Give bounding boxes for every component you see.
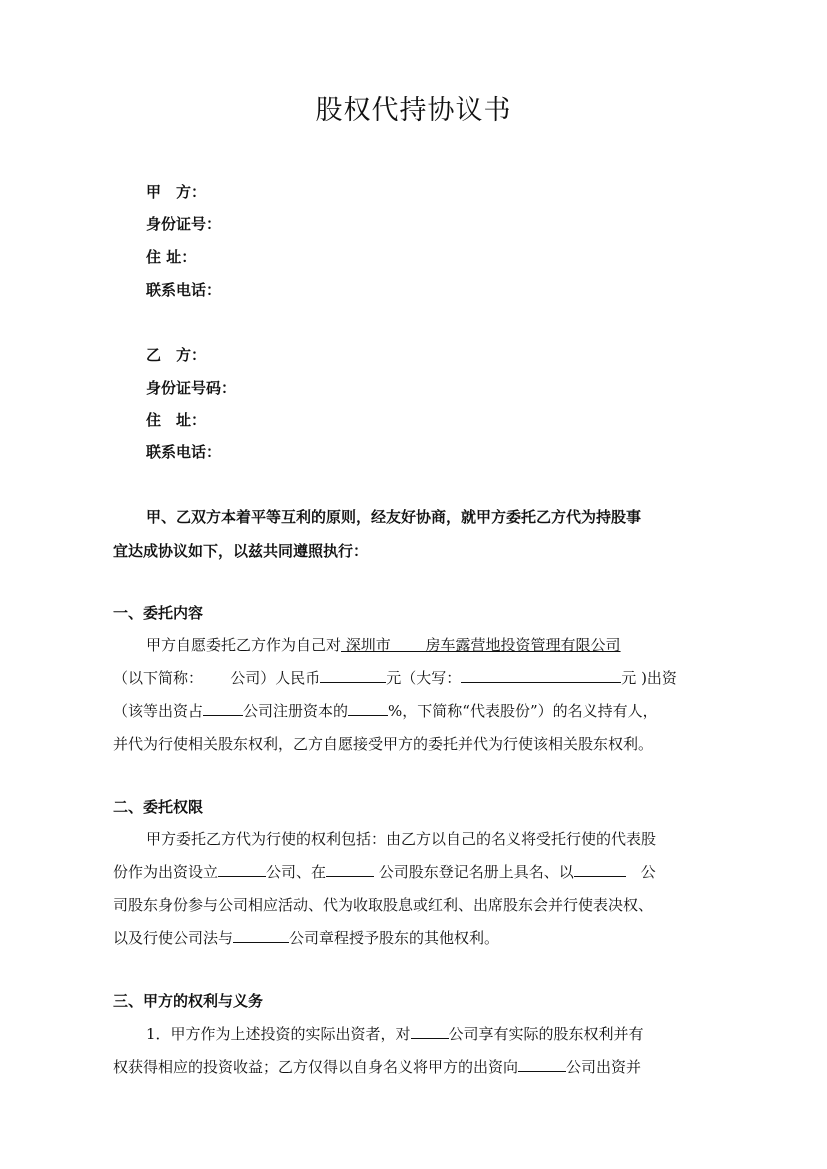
rmb-amount-blank bbox=[320, 668, 386, 683]
section-2-line-4 bbox=[113, 927, 499, 948]
shareholder-company-blank bbox=[574, 862, 626, 877]
section-2-l4-a: 以及行使公司法与 bbox=[113, 929, 234, 947]
document-title: 股权代持协议书 bbox=[315, 95, 512, 126]
register-company-blank bbox=[326, 862, 374, 877]
section-1-line-2 bbox=[113, 667, 677, 688]
section-2-line-2 bbox=[113, 861, 656, 882]
section-1-line-4: 并代为行使相关股东权利，乙方自愿接受甲方的委托并代为行使该相关股东权利。 bbox=[113, 735, 654, 753]
established-company-blank bbox=[218, 862, 266, 877]
section-2-l2-b: 公司、在 bbox=[266, 863, 327, 881]
party-a-phone-label: 联系电话： bbox=[146, 281, 222, 299]
preamble-line-2: 宜达成协议如下，以兹共同遵照执行： bbox=[113, 542, 369, 560]
party-a-address-label: 住 址： bbox=[146, 248, 197, 266]
section-1-company-name: 深圳市 房车露营地投资管理有限公司 bbox=[341, 636, 621, 654]
percentage-blank bbox=[348, 701, 388, 716]
section-3-l2-b: 公司出资并 bbox=[566, 1058, 642, 1076]
section-1-l1-prefix: 甲方自愿委托乙方作为自己对 bbox=[146, 636, 342, 654]
section-1-heading: 一、委托内容 bbox=[113, 604, 204, 622]
preamble-line-1: 甲、乙双方本着平等互利的原则，经友好协商，就甲方委托乙方代为持股事 bbox=[146, 508, 642, 526]
section-3-l1-a: 1．甲方作为上述投资的实际出资者，对 bbox=[146, 1025, 411, 1043]
capital-amount-blank bbox=[461, 668, 621, 683]
section-2-l2-c: 公司股东登记名册上具名、以 bbox=[374, 863, 574, 881]
section-3-heading: 三、甲方的权利与义务 bbox=[113, 992, 264, 1010]
section-2-l4-b: 公司章程授予股东的其他权利。 bbox=[289, 929, 500, 947]
company-name-blank bbox=[203, 701, 243, 716]
section-3-line-1 bbox=[146, 1023, 644, 1044]
section-1-line-3 bbox=[113, 700, 658, 721]
party-b-id-label: 身份证号码： bbox=[146, 379, 237, 397]
party-b-name-label: 乙 方： bbox=[146, 346, 207, 364]
section-1-l2-a: （以下简称： 公司）人民币 bbox=[113, 669, 321, 687]
section-2-line-1: 甲方委托乙方代为行使的权利包括：由乙方以自己的名义将受托行使的代表股 bbox=[146, 830, 657, 848]
section-1-l3-b: 公司注册资本的 bbox=[243, 702, 349, 720]
charter-company-blank bbox=[233, 928, 289, 943]
party-a-id-label: 身份证号： bbox=[146, 215, 222, 233]
invested-company-blank bbox=[411, 1024, 449, 1039]
section-1-l3-a: （该等出资占 bbox=[113, 702, 204, 720]
party-b-phone-label: 联系电话： bbox=[146, 443, 222, 461]
section-1-l2-b: 元（大写： bbox=[386, 669, 462, 687]
section-2-l2-d: 公 bbox=[635, 863, 656, 881]
contribution-company-blank bbox=[518, 1057, 566, 1072]
party-a-name-label: 甲 方： bbox=[146, 183, 207, 201]
section-2-l2-a: 份作为出资设立 bbox=[113, 863, 219, 881]
section-3-l2-a: 权获得相应的投资收益；乙方仅得以自身名义将甲方的出资向 bbox=[113, 1058, 519, 1076]
section-1-l3-c: %，下简称“代表股份”）的名义持有人， bbox=[388, 702, 658, 720]
section-1-l2-c: 元 )出资 bbox=[621, 669, 677, 687]
section-2-heading: 二、委托权限 bbox=[113, 798, 204, 816]
section-1-line-1 bbox=[146, 634, 621, 655]
section-3-line-2 bbox=[113, 1056, 641, 1077]
section-3-l1-b: 公司享有实际的股东权利并有 bbox=[448, 1025, 644, 1043]
party-b-address-label: 住 址： bbox=[146, 411, 207, 429]
section-2-line-3: 司股东身份参与公司相应活动、代为收取股息或红利、出席股东会并行使表决权、 bbox=[113, 896, 654, 914]
